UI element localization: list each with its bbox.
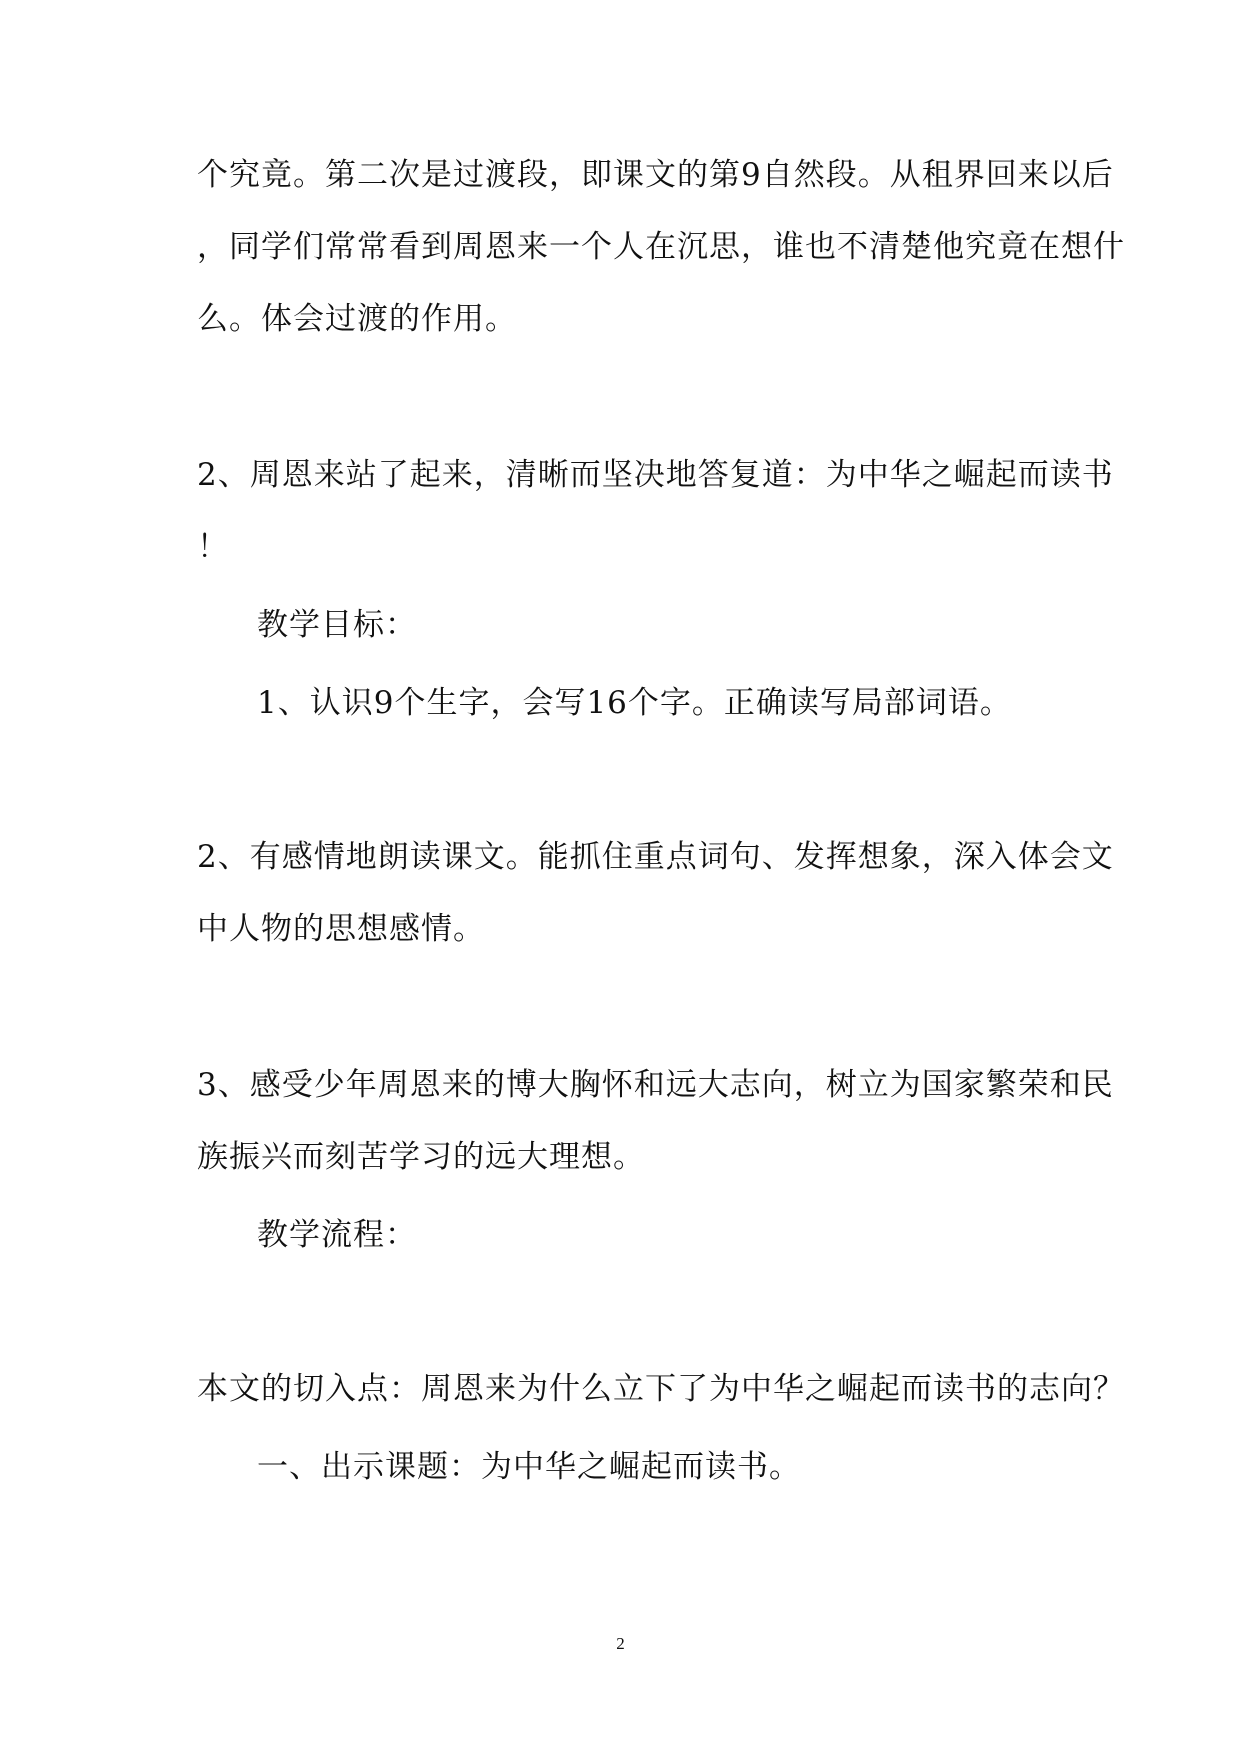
text-line: 么。体会过渡的作用。	[197, 301, 517, 337]
text-line: 1、认识9个生字，会写16个字。正确读写局部词语。	[257, 685, 1012, 721]
text-line: ！	[197, 529, 229, 565]
text-line: 个究竟。第二次是过渡段，即课文的第9自然段。从租界回来以后	[197, 157, 1114, 193]
page-number: 2	[616, 1634, 625, 1653]
text-line: 3、感受少年周恩来的博大胸怀和远大志向，树立为国家繁荣和民	[197, 1067, 1114, 1103]
text-line: ，同学们常常看到周恩来一个人在沉思，谁也不清楚他究竟在想什	[197, 229, 1125, 265]
text-line: 中人物的思想感情。	[197, 911, 485, 947]
section-heading: 教学流程：	[257, 1217, 417, 1253]
text-line: 本文的切入点：周恩来为什么立下了为中华之崛起而读书的志向？	[197, 1371, 1125, 1407]
text-line: 2、有感情地朗读课文。能抓住重点词句、发挥想象，深入体会文	[197, 839, 1114, 875]
section-heading: 教学目标：	[257, 607, 417, 643]
text-line: 族振兴而刻苦学习的远大理想。	[197, 1139, 645, 1175]
text-line: 一、出示课题：为中华之崛起而读书。	[257, 1449, 801, 1485]
text-line: 2、周恩来站了起来，清晰而坚决地答复道：为中华之崛起而读书	[197, 457, 1114, 493]
